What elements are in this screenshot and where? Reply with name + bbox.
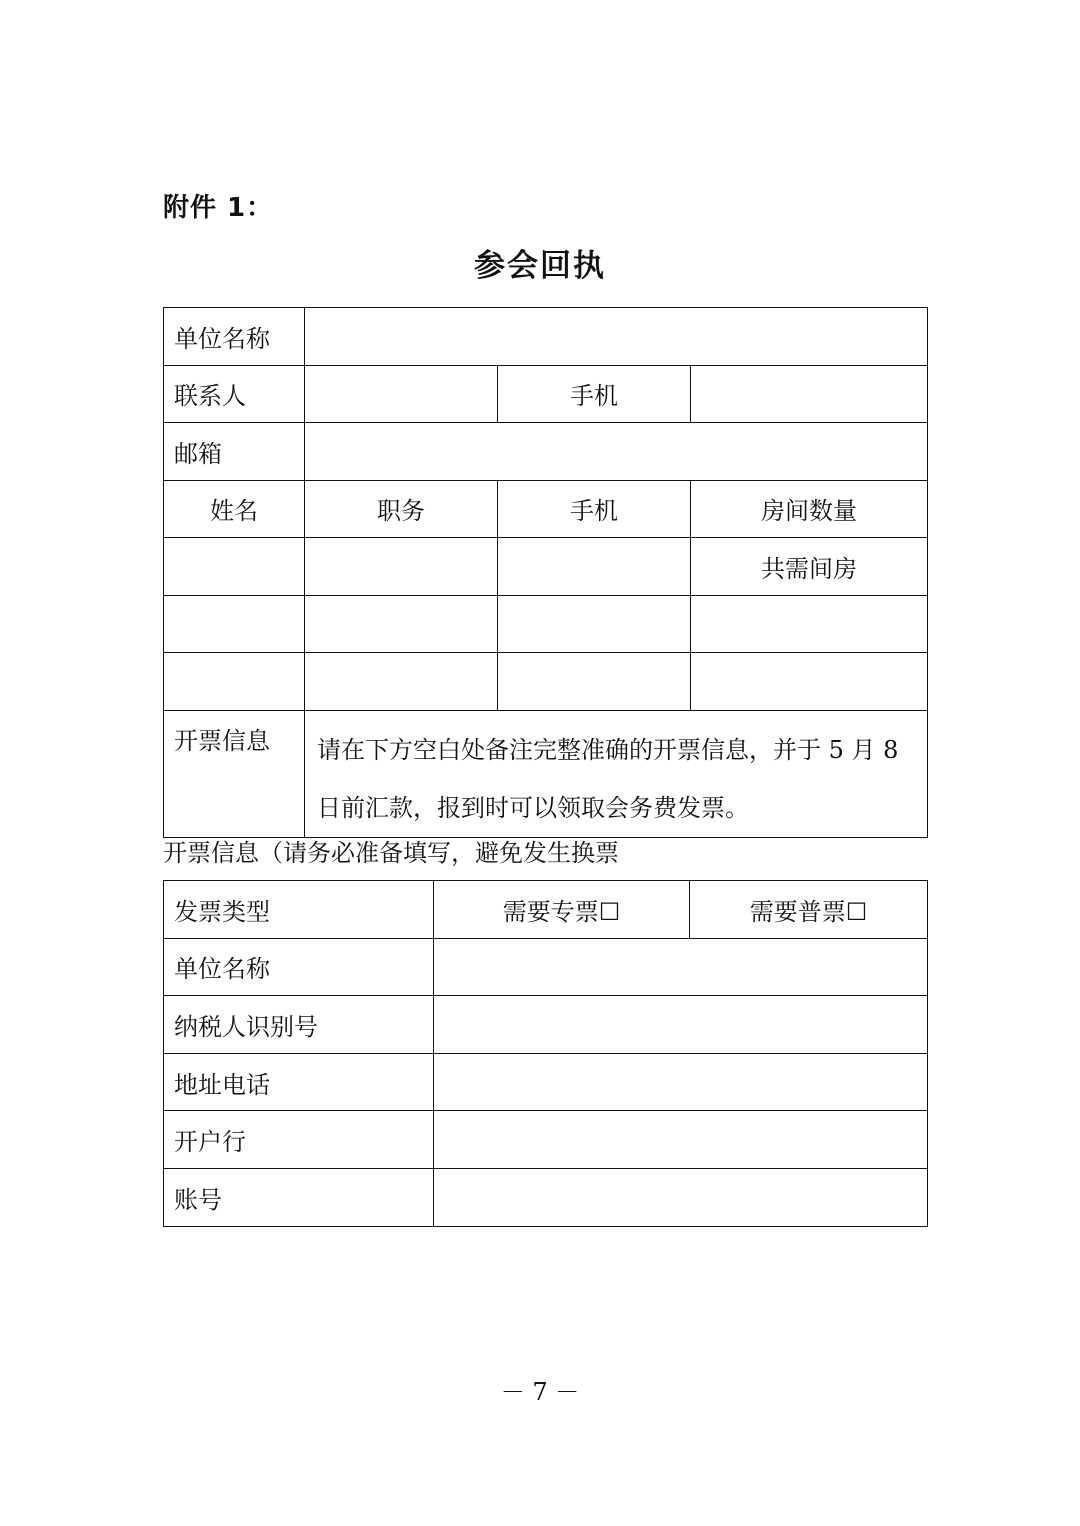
invoice-type-row bbox=[164, 881, 928, 939]
invoice-table bbox=[163, 880, 928, 1227]
email-row bbox=[164, 423, 928, 481]
attendee-rooms-cell[interactable] bbox=[691, 595, 928, 653]
receipt-table bbox=[163, 307, 928, 838]
bank-label: 开户行 bbox=[164, 1111, 434, 1169]
bank-row bbox=[164, 1111, 928, 1169]
page-number: － 7 － bbox=[500, 1378, 580, 1406]
unit-row bbox=[164, 308, 928, 366]
attendee-row bbox=[164, 653, 928, 711]
special-ticket-checkbox[interactable]: 需要专票☐ bbox=[434, 881, 690, 939]
taxpayer-id-row bbox=[164, 996, 928, 1054]
attendee-header-row bbox=[164, 480, 928, 538]
email-input-cell[interactable] bbox=[305, 423, 928, 481]
unit-label: 单位名称 bbox=[164, 308, 305, 366]
attendee-name-cell[interactable] bbox=[164, 538, 305, 596]
address-phone-input-cell[interactable] bbox=[434, 1053, 928, 1111]
attendee-phone-cell[interactable] bbox=[498, 653, 691, 711]
attendee-name-cell[interactable] bbox=[164, 595, 305, 653]
document-title: 参会回执 bbox=[474, 248, 606, 284]
contact-input-cell[interactable] bbox=[305, 365, 498, 423]
contact-label: 联系人 bbox=[164, 365, 305, 423]
attendee-position-cell[interactable] bbox=[305, 653, 498, 711]
attendee-name-cell[interactable] bbox=[164, 653, 305, 711]
unit-input-cell[interactable] bbox=[305, 308, 928, 366]
invoice-unit-input-cell[interactable] bbox=[434, 938, 928, 996]
attendee-position-cell[interactable] bbox=[305, 595, 498, 653]
column-header-rooms: 房间数量 bbox=[691, 480, 928, 538]
invoice-info-note: 请在下方空白处备注完整准确的开票信息，并于 5 月 8 日前汇款，报到时可以领取会务费发票。 bbox=[305, 710, 928, 837]
invoice-unit-label: 单位名称 bbox=[164, 938, 434, 996]
bank-input-cell[interactable] bbox=[434, 1111, 928, 1169]
normal-ticket-checkbox[interactable]: 需要普票☐ bbox=[690, 881, 928, 939]
attendee-row bbox=[164, 595, 928, 653]
column-header-phone: 手机 bbox=[498, 480, 691, 538]
account-label: 账号 bbox=[164, 1168, 434, 1226]
account-input-cell[interactable] bbox=[434, 1168, 928, 1226]
contact-row bbox=[164, 365, 928, 423]
column-header-name: 姓名 bbox=[164, 480, 305, 538]
invoice-caption: 开票信息（请务必准备填写，避免发生换票 bbox=[163, 839, 619, 867]
attendee-row bbox=[164, 538, 928, 596]
address-phone-row bbox=[164, 1053, 928, 1111]
attendee-rooms-cell[interactable] bbox=[691, 653, 928, 711]
invoice-info-row bbox=[164, 710, 928, 837]
taxpayer-id-input-cell[interactable] bbox=[434, 996, 928, 1054]
rooms-note[interactable]: 共需间房 bbox=[691, 538, 928, 596]
account-row bbox=[164, 1168, 928, 1226]
taxpayer-id-label: 纳税人识别号 bbox=[164, 996, 434, 1054]
invoice-type-label: 发票类型 bbox=[164, 881, 434, 939]
attachment-label: 附件 1： bbox=[163, 193, 274, 223]
invoice-info-label: 开票信息 bbox=[164, 710, 305, 837]
email-label: 邮箱 bbox=[164, 423, 305, 481]
column-header-position: 职务 bbox=[305, 480, 498, 538]
attendee-phone-cell[interactable] bbox=[498, 538, 691, 596]
attendee-phone-cell[interactable] bbox=[498, 595, 691, 653]
attendee-position-cell[interactable] bbox=[305, 538, 498, 596]
invoice-unit-row bbox=[164, 938, 928, 996]
address-phone-label: 地址电话 bbox=[164, 1053, 434, 1111]
phone-input-cell[interactable] bbox=[691, 365, 928, 423]
phone-label: 手机 bbox=[498, 365, 691, 423]
